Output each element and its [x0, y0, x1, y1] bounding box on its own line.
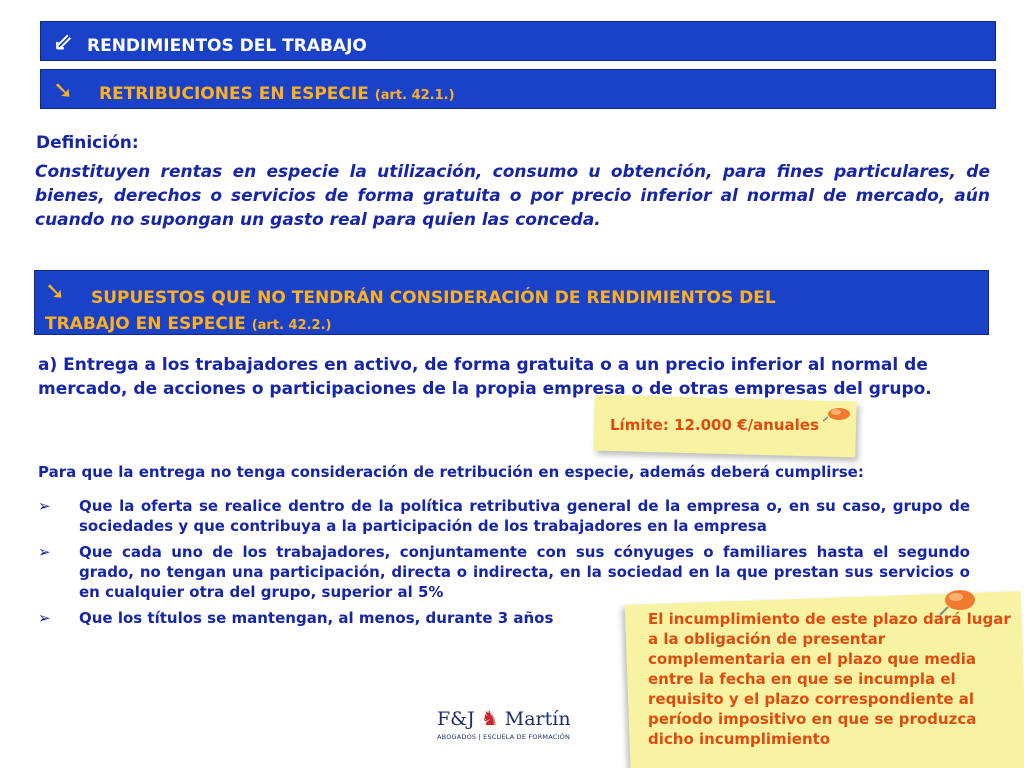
bullet-arrow-icon: ➢	[38, 609, 51, 627]
arrow-down-right-icon: ➘	[53, 76, 74, 104]
logo-right: Martín	[504, 708, 571, 730]
page-title: RENDIMIENTOS DEL TRABAJO	[87, 36, 367, 56]
warning-text: El incumplimiento de este plazo dará lugar a la obligación de presentar complementaria en el plazo que media entre la fecha en que se incumpla el requisito y el plazo correspondiente al período impositivo en que se produzca dicho incumplimiento	[648, 610, 1011, 748]
limit-text: Límite: 12.000 €/anuales	[610, 416, 819, 434]
pushpin-icon	[822, 406, 852, 422]
section-ref: (art. 42.2.)	[251, 318, 332, 333]
list-item	[38, 496, 970, 536]
item-a-text: a) Entrega a los trabajadores en activo, de forma gratuita o a un precio inferior al normal de mercado, de acciones o participaciones de la propia empresa o de otras empresas del grupo.	[38, 355, 932, 399]
list-item-text: Que cada uno de los trabajadores, conjuntamente con sus cónyuges o familiares hasta el segundo grado, no tengan una participación, directa o indirecta, en la sociedad en la que prestan sus servicios o en cualquier otra del grupo, superior al 5%	[79, 543, 970, 601]
bullet-arrow-icon: ➢	[38, 497, 51, 515]
subheader-title	[99, 84, 455, 104]
section-title-text: TRABAJO EN ESPECIE	[45, 314, 246, 334]
company-logo	[437, 706, 583, 744]
list-item-text: Que la oferta se realice dentro de la política retributiva general de la empresa o, en su caso, grupo de sociedades y que contribuya a la participación de los trabajadores en la empresa	[79, 497, 970, 535]
definition-text: Constituyen rentas en especie la utilización, consumo u obtención, para fines particulares, de bienes, derechos o servicios de forma gratuita o por precio inferior al normal de mercado, aún cuando no supongan un gasto real para quien las conceda.	[35, 162, 990, 230]
section-bar	[34, 270, 989, 335]
section-title-line2	[45, 314, 331, 334]
section-title-line1: SUPUESTOS QUE NO TENDRÁN CONSIDERACIÓN DE RENDIMIENTOS DEL	[91, 288, 776, 308]
subheader-title-text: RETRIBUCIONES EN ESPECIE	[99, 84, 369, 104]
list-item-text: Que los títulos se mantengan, al menos, durante 3 años	[79, 609, 554, 627]
logo-left: F&J	[437, 708, 475, 730]
subheader-bar	[40, 69, 996, 109]
list-item	[38, 542, 970, 602]
definition-label: Definición:	[36, 133, 139, 153]
title-bar	[40, 21, 996, 61]
chess-knight-icon: ♞	[480, 706, 499, 730]
logo-tagline: ABOGADOS | ESCUELA DE FORMACIÓN	[437, 733, 571, 741]
arrow-down-left-icon: ⇙	[53, 28, 74, 56]
conditions-intro: Para que la entrega no tenga consideración de retribución en especie, además deberá cumplirse:	[38, 463, 864, 481]
arrow-down-right-icon: ➘	[45, 277, 66, 305]
subheader-ref: (art. 42.1.)	[374, 88, 455, 103]
bullet-arrow-icon: ➢	[38, 543, 51, 561]
logo-wordmark	[437, 706, 571, 730]
